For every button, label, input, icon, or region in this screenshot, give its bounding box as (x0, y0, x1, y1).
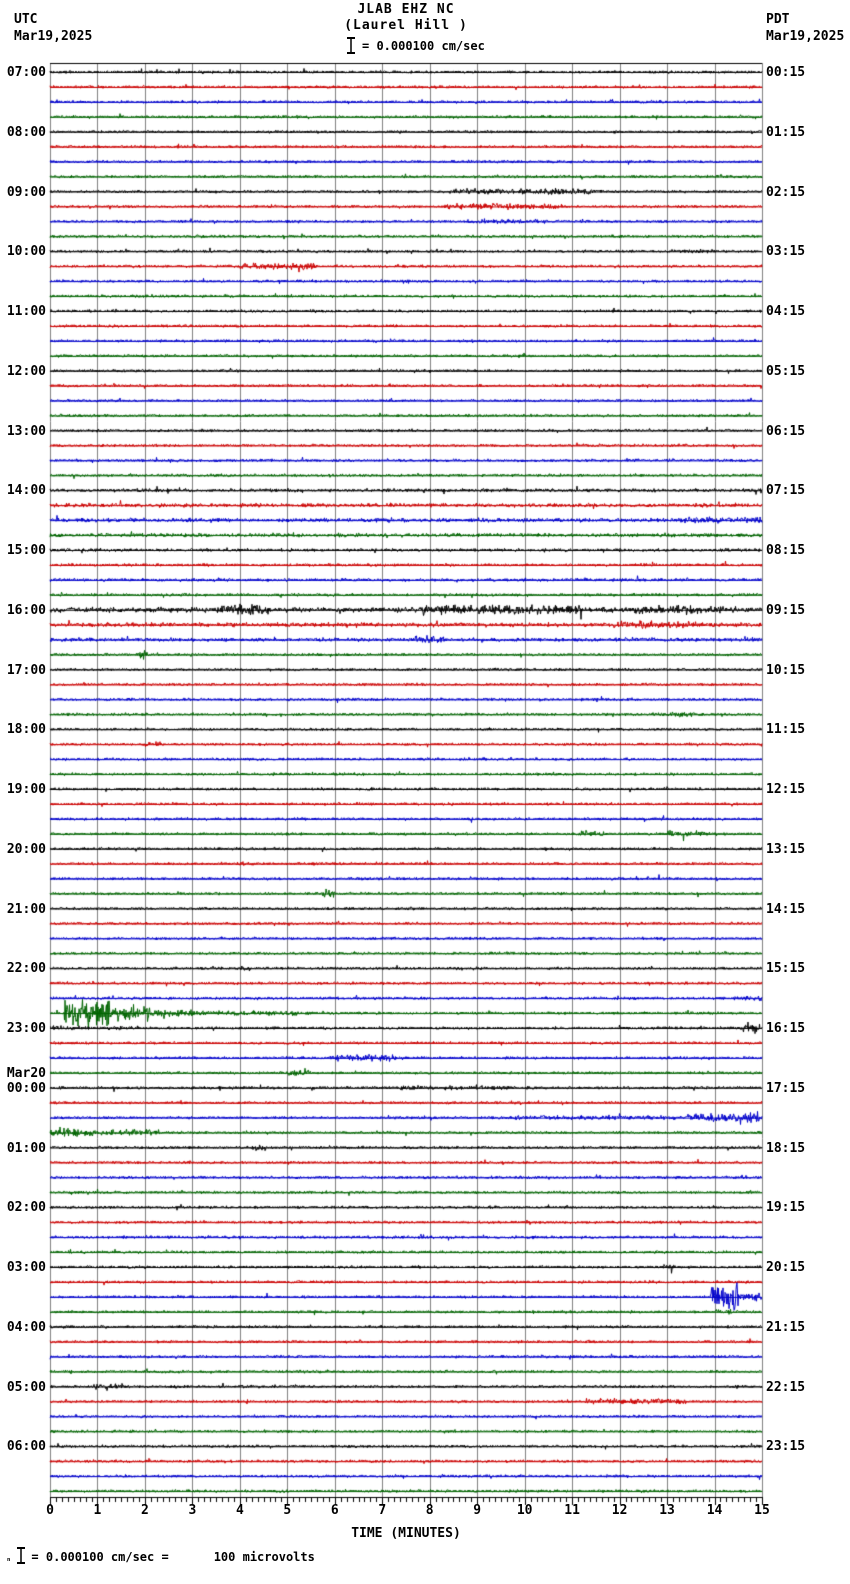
x-tick-label: 9 (473, 1503, 482, 1518)
right-time-label: 02:15 (766, 184, 806, 200)
x-tick-label: 12 (611, 1503, 628, 1518)
left-time-label: 08:00 (6, 124, 46, 140)
x-tick-label: 13 (659, 1503, 675, 1518)
left-time-label: 12:00 (6, 363, 46, 379)
footer-marker: ₙ (6, 1554, 12, 1564)
right-time-label: 16:15 (766, 1021, 806, 1036)
right-time-label: 20:15 (766, 1260, 806, 1275)
amplitude-scale (346, 37, 485, 54)
x-tick-label: 3 (188, 1503, 197, 1518)
left-time-label: 14:00 (6, 483, 46, 499)
left-time-label: 13:00 (6, 423, 46, 439)
left-timezone-label: UTC (14, 12, 38, 27)
x-tick-label: 15 (754, 1503, 770, 1518)
right-time-label: 06:15 (766, 423, 806, 439)
left-time-label: 19:00 (6, 782, 46, 797)
scale-text: = 0.000100 cm/sec (362, 38, 485, 53)
left-time-label: 15:00 (6, 543, 46, 558)
left-time-label: 17:00 (6, 662, 46, 678)
x-tick-label: 7 (378, 1503, 387, 1518)
left-time-label: 02:00 (6, 1200, 46, 1216)
x-tick-label: 6 (330, 1503, 339, 1518)
left-time-label: 04:00 (6, 1319, 46, 1335)
left-date-label: Mar19,2025 (14, 29, 93, 44)
right-time-label: 13:15 (766, 841, 806, 857)
right-time-label: 18:15 (766, 1140, 806, 1156)
x-tick-label: 4 (235, 1503, 244, 1518)
date-break-label: Mar20 (6, 1065, 46, 1081)
right-time-label: 05:15 (766, 363, 806, 379)
x-axis-title: TIME (MINUTES) (351, 1526, 461, 1541)
station-title: JLAB EHZ NC (357, 2, 455, 17)
right-time-label: 01:15 (766, 124, 806, 140)
right-time-label: 10:15 (766, 662, 806, 678)
right-time-label: 14:15 (766, 901, 806, 917)
left-time-label: 16:00 (6, 602, 46, 618)
right-time-label: 07:15 (766, 483, 806, 499)
scale-ibeam-icon (346, 37, 356, 54)
left-time-label: 22:00 (6, 961, 46, 977)
x-tick-label: 8 (425, 1503, 434, 1518)
right-time-label: 22:15 (766, 1379, 806, 1395)
left-time-label: 00:00 (6, 1080, 46, 1096)
right-time-label: 12:15 (766, 782, 806, 797)
left-time-label: 23:00 (6, 1021, 46, 1036)
left-time-label: 20:00 (6, 841, 46, 857)
left-time-label: 03:00 (6, 1260, 46, 1275)
right-date-label: Mar19,2025 (766, 29, 845, 44)
x-tick-label: 10 (516, 1503, 533, 1518)
right-time-label: 08:15 (766, 543, 806, 558)
right-time-label: 09:15 (766, 602, 806, 618)
right-time-label: 04:15 (766, 304, 806, 319)
left-time-label: 10:00 (6, 244, 46, 260)
right-time-label: 15:15 (766, 961, 806, 977)
left-time-label: 05:00 (6, 1379, 46, 1395)
right-time-label: 19:15 (766, 1200, 806, 1216)
left-time-label: 07:00 (6, 65, 46, 80)
right-time-label: 00:15 (766, 65, 806, 80)
footer-scale-note (6, 1547, 315, 1564)
left-time-label: 21:00 (6, 901, 46, 917)
left-time-label: 09:00 (6, 184, 46, 200)
right-time-label: 21:15 (766, 1319, 806, 1335)
x-tick-label: 1 (93, 1503, 102, 1518)
x-tick-label: 11 (564, 1503, 580, 1518)
left-time-label: 06:00 (6, 1439, 46, 1455)
left-time-label: 18:00 (6, 722, 46, 738)
x-tick-label: 0 (46, 1503, 54, 1518)
left-time-label: 01:00 (6, 1140, 46, 1156)
x-tick-label: 5 (283, 1503, 292, 1518)
right-time-label: 17:15 (766, 1080, 806, 1096)
right-time-label: 11:15 (766, 722, 806, 738)
right-time-label: 23:15 (766, 1439, 806, 1455)
x-tick-label: 2 (141, 1503, 149, 1518)
footer-scale-text: = 0.000100 cm/sec = (31, 1550, 169, 1564)
left-time-label: 11:00 (6, 304, 46, 319)
footer-ibeam-icon (16, 1547, 26, 1564)
x-tick-label: 14 (706, 1503, 723, 1518)
footer-microvolts: 100 microvolts (213, 1550, 315, 1564)
station-subtitle: (Laurel Hill ) (344, 18, 468, 33)
right-time-label: 03:15 (766, 244, 806, 260)
right-timezone-label: PDT (766, 12, 790, 27)
